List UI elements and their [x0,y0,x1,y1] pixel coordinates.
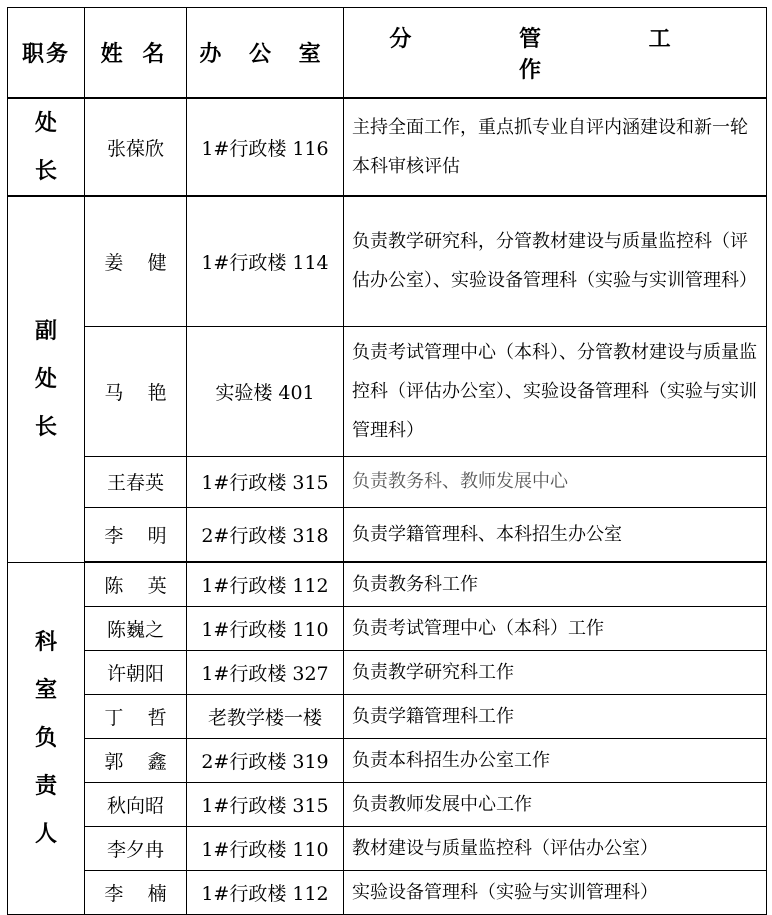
name-cell: 许朝阳 [85,650,187,694]
header-row [8,8,767,99]
duty-cell: 实验设备管理科（实验与实训管理科） [344,870,767,914]
office-cell: 1#行政楼 114 [187,196,344,326]
name-cell: 郭 鑫 [85,738,187,782]
table-row [8,826,767,870]
name-cell: 姜 健 [85,196,187,326]
duty-cell: 主持全面工作，重点抓专业自评内涵建设和新一轮本科审核评估 [344,98,767,196]
name-cell: 陈 英 [85,562,187,606]
name-cell: 李 楠 [85,870,187,914]
name-cell: 马 艳 [85,326,187,456]
duty-cell: 负责教学研究科工作 [344,650,767,694]
table-row [8,870,767,914]
table-row [8,98,767,196]
duty-cell: 负责教务科、教师发展中心 [344,456,767,507]
name-cell: 秋向昭 [85,782,187,826]
duty-cell: 负责考试管理中心（本科）工作 [344,606,767,650]
table-row [8,326,767,456]
duty-cell: 负责考试管理中心（本科）、分管教材建设与质量监控科（评估办公室）、实验设备管理科（实验与实训管理科） [344,326,767,456]
header-duty: 分 管 工 作 [344,8,767,99]
table-row [8,738,767,782]
office-cell: 1#行政楼 315 [187,456,344,507]
name-cell: 张葆欣 [85,98,187,196]
name-cell: 陈巍之 [85,606,187,650]
role-cell-section-heads: 科 室 负 责 人 [8,562,85,914]
duty-cell: 负责本科招生办公室工作 [344,738,767,782]
header-name: 姓 名 [85,8,187,99]
header-office: 办 公 室 [187,8,344,99]
office-cell: 1#行政楼 327 [187,650,344,694]
staff-duty-table [7,7,767,915]
office-cell: 1#行政楼 110 [187,606,344,650]
role-cell-deputy-director: 副 处 长 [8,196,85,562]
name-cell: 李 明 [85,507,187,562]
name-cell: 丁 哲 [85,694,187,738]
office-cell: 1#行政楼 110 [187,826,344,870]
name-cell: 李夕冉 [85,826,187,870]
role-cell-director: 处 长 [8,98,85,196]
table-row [8,196,767,326]
name-cell: 王春英 [85,456,187,507]
header-role: 职务 [8,8,85,99]
office-cell: 1#行政楼 112 [187,870,344,914]
duty-cell: 教材建设与质量监控科（评估办公室） [344,826,767,870]
office-cell: 2#行政楼 319 [187,738,344,782]
duty-cell: 负责教师发展中心工作 [344,782,767,826]
table-row [8,650,767,694]
table-row [8,562,767,606]
table-row [8,606,767,650]
table-row [8,507,767,562]
duty-cell: 负责学籍管理科工作 [344,694,767,738]
duty-cell: 负责教务科工作 [344,562,767,606]
table-row [8,782,767,826]
office-cell: 1#行政楼 116 [187,98,344,196]
table-row [8,456,767,507]
office-cell: 2#行政楼 318 [187,507,344,562]
duty-cell: 负责教学研究科，分管教材建设与质量监控科（评估办公室）、实验设备管理科（实验与实训管理科） [344,196,767,326]
office-cell: 1#行政楼 112 [187,562,344,606]
duty-cell: 负责学籍管理科、本科招生办公室 [344,507,767,562]
table-row [8,694,767,738]
office-cell: 实验楼 401 [187,326,344,456]
office-cell: 老教学楼一楼 [187,694,344,738]
office-cell: 1#行政楼 315 [187,782,344,826]
